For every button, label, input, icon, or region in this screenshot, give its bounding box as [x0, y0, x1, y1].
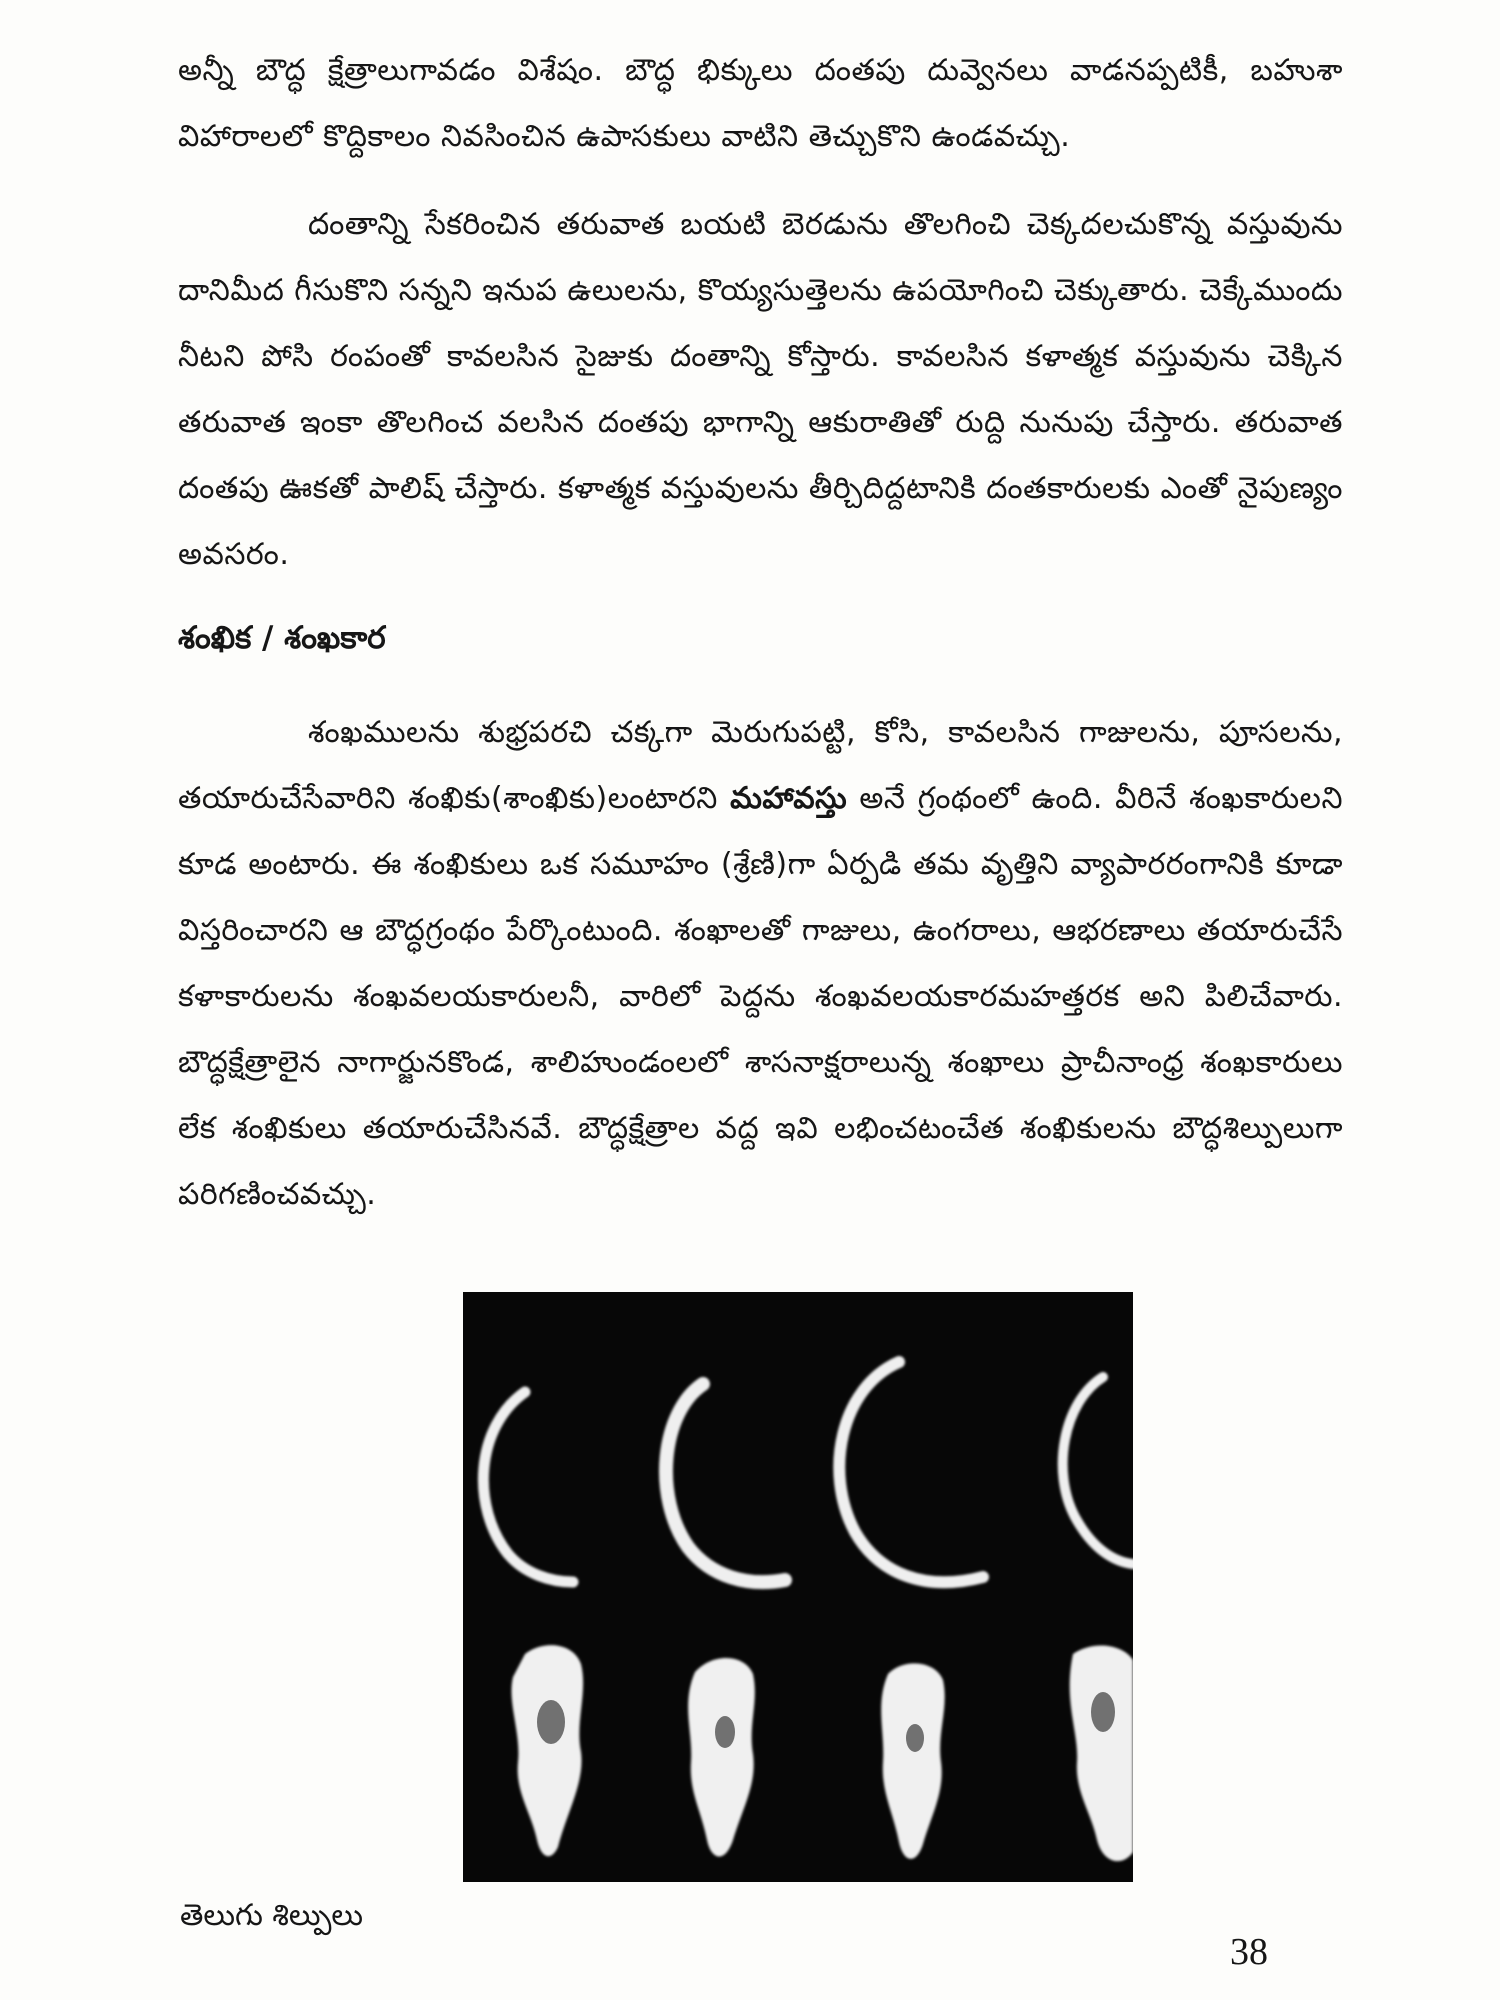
- paragraph-3-text-end: అనే గ్రంథంలో ఉంది. వీరినే శంఖకారులని కూడ అంటారు. ఈ శంఖికులు ఒక సమూహం (శ్రేణి)గా ఏర్పడి తమ వృత్తిని వ్యాపారరంగానికి కూడా విస్తరించారని ఆ బౌద్ధగ్రంథం పేర్కొంటుంది. శంఖాలతో గాజులు, ఉంగరాలు, ఆభరణాలు తయారుచేసే కళాకారులను శంఖవలయకారులనీ, వారిలో పెద్దను శంఖవలయకారమహత్తరక అని పిలిచేవారు. బౌద్ధక్షేత్రాలైన నాగార్జునకొండ, శాలిహుండంలలో శాసనాక్షరాలున్న శంఖాలు ప్రాచీనాంధ్ర శంఖకారులు లేక శంఖికులు తయారుచేసినవే. బౌద్ధక్షేత్రాల వద్ద ఇవి లభించటంచేత శంఖికులను బౌద్ధశిల్పులుగా పరిగణించవచ్చు.: [178, 781, 1344, 1212]
- shell-piece-1: [511, 1645, 583, 1856]
- shell-artifacts-illustration: [463, 1292, 1133, 1882]
- shell-shadow-2: [715, 1716, 735, 1748]
- shell-shadow-1: [537, 1700, 565, 1744]
- mahavastu-term: మహావస్తు: [730, 781, 848, 816]
- paragraph-2-text: దంతాన్ని సేకరించిన తరువాత బయటి బెరడును తొలగించి చెక్కదలచుకొన్న వస్తువును దానిమీద గీసుకొని సన్నని ఇనుప ఉలులను, కొయ్యసుత్తెలను ఉపయోగించి చెక్కుతారు. చెక్కేముందు నీటని పోసి రంపంతో కావలసిన సైజుకు దంతాన్ని కోస్తారు. కావలసిన కళాత్మక వస్తువును చెక్కిన తరువాత ఇంకా తొలగించ వలసిన దంతపు భాగాన్ని ఆకురాతితో రుద్ది నునుపు చేస్తారు. తరువాత దంతపు ఊకతో పాలిష్ చేస్తారు. కళాత్మక వస్తువులను తీర్చిదిద్దటానికి దంతకారులకు ఎంతో నైపుణ్యం అవసరం.: [178, 207, 1343, 572]
- paragraph-1-text: అన్నీ బౌద్ధ క్షేత్రాలుగావడం విశేషం. బౌద్ధ భిక్కులు దంతపు దువ్వెనలు వాడనప్పటికీ, బహుశా విహారాలలో కొద్దికాలం నివసించిన ఉపాసకులు వాటిని తెచ్చుకొని ఉండవచ్చు.: [178, 53, 1343, 154]
- shell-piece-2: [688, 1658, 755, 1857]
- shell-piece-3: [881, 1663, 945, 1858]
- shell-shadow-4: [1091, 1692, 1115, 1732]
- shell-shadow-3: [906, 1724, 924, 1752]
- bangle-fragment-4: [1063, 1377, 1133, 1564]
- paragraph-3-text-start: శంఖములను శుభ్రపరచి చక్కగా మెరుగుపట్టి, కోసి, కావలసిన గాజులను, పూసలను, తయారుచేసేవారిని శంఖికు(శాంఖికు)లంటారని: [178, 715, 1343, 816]
- paragraph-1: [178, 38, 1343, 170]
- book-title-footer: తెలుగు శిల్పులు: [180, 1898, 364, 1933]
- paragraph-2: [178, 192, 1343, 588]
- section-heading: శంఖిక / శంఖకార: [178, 620, 386, 656]
- shell-artifacts-photo: [463, 1292, 1133, 1882]
- bangle-fragment-1: [483, 1392, 573, 1582]
- shell-piece-4: [1070, 1645, 1133, 1861]
- bangle-fragment-3: [839, 1362, 983, 1582]
- bangle-fragment-2: [666, 1384, 785, 1582]
- paragraph-3-text: [178, 700, 1343, 1228]
- page-number: 38: [1230, 1931, 1268, 1973]
- paragraph-3: [178, 700, 1343, 1228]
